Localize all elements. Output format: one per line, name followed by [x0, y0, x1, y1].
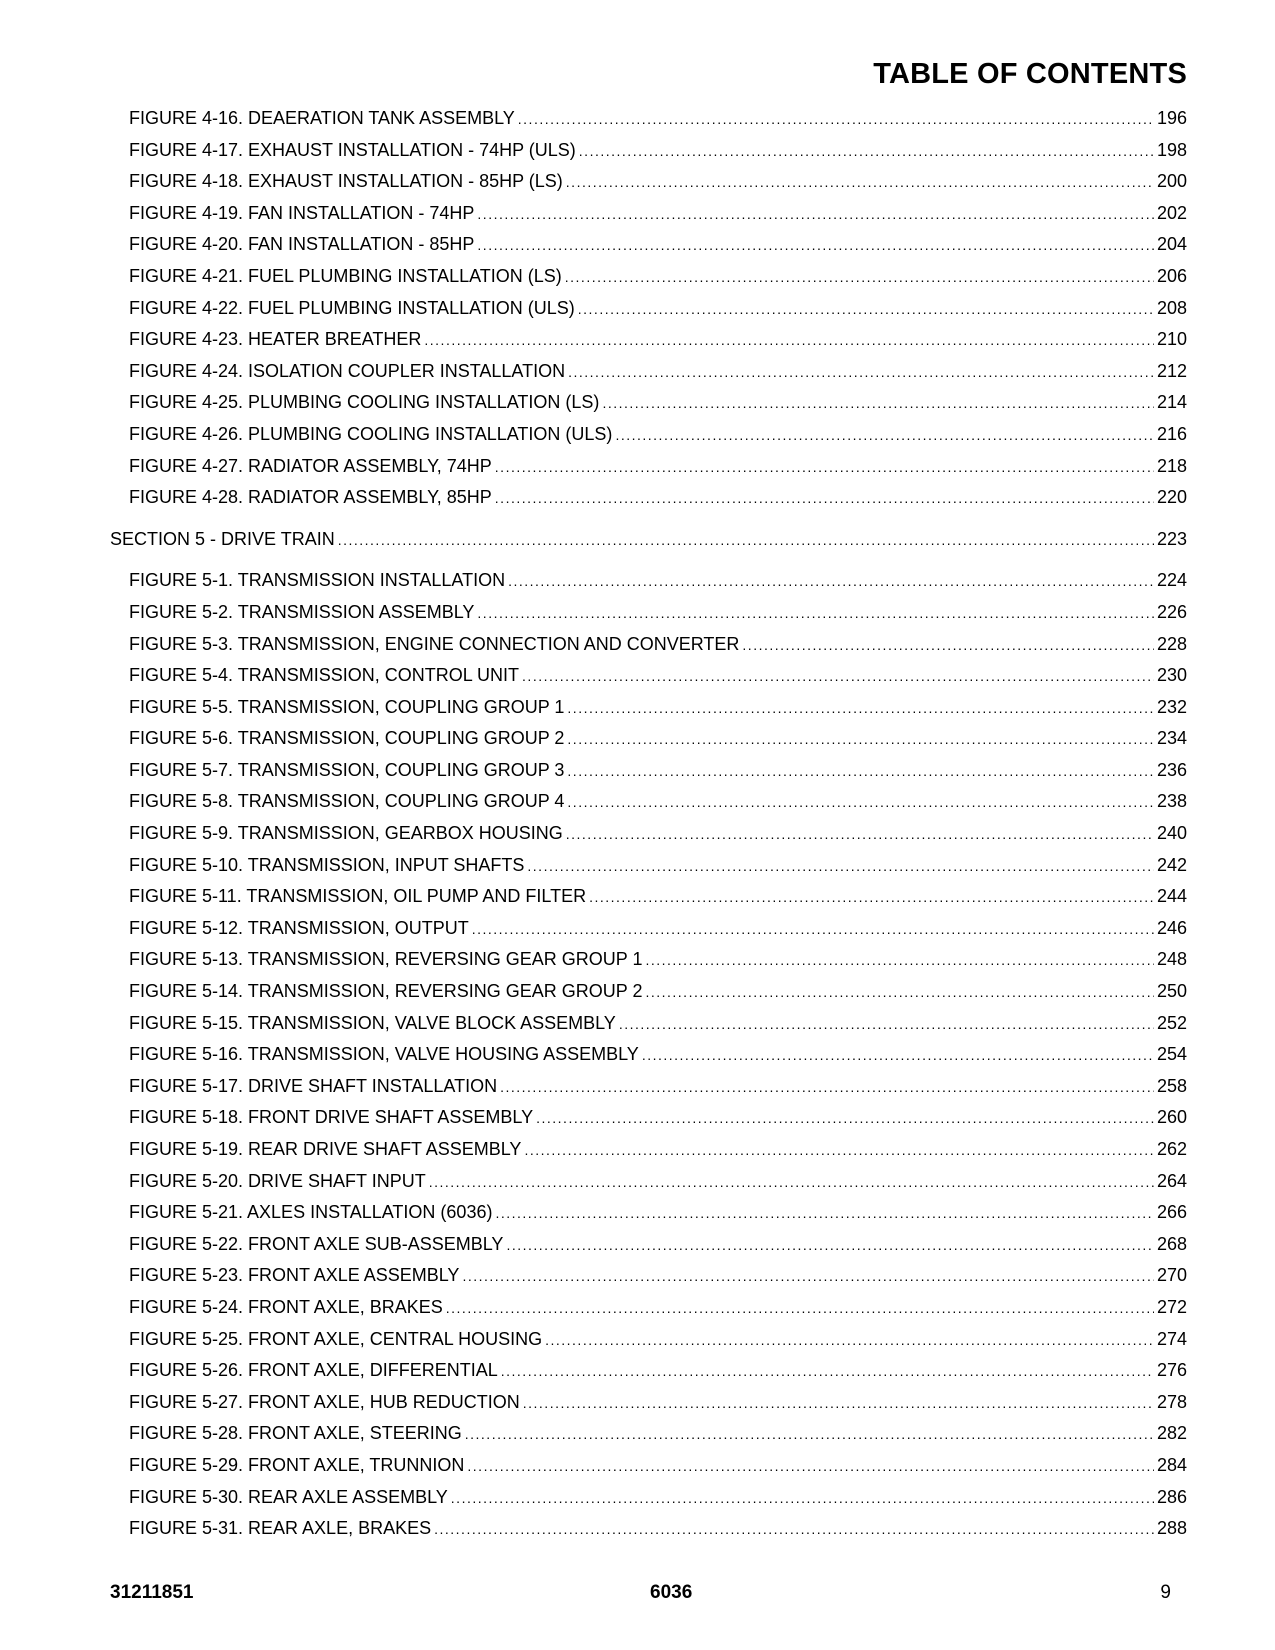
toc-entry-label: FIGURE 5-21. AXLES INSTALLATION (6036) [129, 1202, 493, 1223]
dot-leader [602, 395, 1154, 411]
toc-entry-label: FIGURE 5-8. TRANSMISSION, COUPLING GROUP 4 [129, 791, 565, 812]
toc-entry-page: 268 [1156, 1233, 1187, 1254]
dot-leader [462, 1268, 1154, 1284]
page-title: TABLE OF CONTENTS [873, 58, 1187, 90]
toc-entry-page: 218 [1156, 455, 1187, 476]
toc-figure-entry[interactable] [110, 570, 1187, 602]
dot-leader [524, 1142, 1154, 1158]
dot-leader [467, 1458, 1154, 1474]
toc-entry-page: 274 [1156, 1328, 1187, 1349]
toc-figure-entry[interactable] [110, 203, 1187, 235]
toc-entry-page: 238 [1156, 791, 1187, 812]
toc-entry-label: FIGURE 4-19. FAN INSTALLATION - 74HP [129, 202, 475, 223]
toc-figure-entry[interactable] [110, 108, 1187, 140]
toc-entry-page: 198 [1156, 139, 1187, 160]
toc-entry-label: FIGURE 4-16. DEAERATION TANK ASSEMBLY [129, 108, 515, 128]
toc-figure-entry[interactable] [110, 791, 1187, 823]
toc-entry-label: FIGURE 5-7. TRANSMISSION, COUPLING GROUP 3 [129, 759, 565, 780]
dot-leader [565, 269, 1154, 285]
dot-leader [642, 1047, 1154, 1063]
dot-leader [495, 490, 1154, 506]
toc-entry-page: 246 [1156, 917, 1187, 938]
dot-leader [477, 206, 1154, 222]
toc-entry-page: 260 [1156, 1107, 1187, 1128]
toc-entry-label: FIGURE 5-12. TRANSMISSION, OUTPUT [129, 917, 469, 938]
toc-section-entry[interactable] [110, 529, 1187, 561]
dot-leader [434, 1521, 1154, 1537]
toc-entry-page: 216 [1156, 423, 1187, 444]
toc-entry-label: FIGURE 5-11. TRANSMISSION, OIL PUMP AND FILTER [129, 886, 587, 907]
toc-figure-entry[interactable] [110, 1297, 1187, 1329]
toc-figure-entry[interactable] [110, 456, 1187, 488]
toc-entry-page: 240 [1156, 823, 1187, 844]
dot-leader [567, 763, 1154, 779]
toc-figure-entry[interactable] [110, 1487, 1187, 1519]
toc-figure-entry[interactable] [110, 1265, 1187, 1297]
toc-entry-page: 234 [1156, 728, 1187, 749]
toc-figure-entry[interactable] [110, 665, 1187, 697]
toc-entry-label: FIGURE 5-23. FRONT AXLE ASSEMBLY [129, 1265, 460, 1286]
toc-entry-label: FIGURE 5-24. FRONT AXLE, BRAKES [129, 1296, 443, 1317]
dot-leader [465, 1426, 1154, 1442]
toc-entry-page: 270 [1156, 1265, 1187, 1286]
toc-entry-label: FIGURE 5-5. TRANSMISSION, COUPLING GROUP 1 [129, 696, 565, 717]
toc-entry-label: FIGURE 4-24. ISOLATION COUPLER INSTALLATION [129, 360, 566, 381]
toc-entry-page: 200 [1156, 171, 1187, 192]
toc-entry-page: 282 [1156, 1423, 1187, 1444]
toc-figure-entry[interactable] [110, 1455, 1187, 1487]
toc-figure-entry[interactable] [110, 981, 1187, 1013]
dot-leader [566, 826, 1154, 842]
toc-figure-entry[interactable] [110, 424, 1187, 456]
toc-entry-page: 230 [1156, 665, 1187, 686]
toc-entry-page: 244 [1156, 886, 1187, 907]
toc-figure-entry[interactable] [110, 298, 1187, 330]
toc-entry-label: FIGURE 5-31. REAR AXLE, BRAKES [129, 1518, 432, 1539]
toc-entry-label: FIGURE 5-19. REAR DRIVE SHAFT ASSEMBLY [129, 1139, 522, 1159]
toc-figure-entry[interactable] [110, 602, 1187, 634]
dot-leader [477, 237, 1154, 253]
toc-entry-label: FIGURE 5-1. TRANSMISSION INSTALLATION [129, 570, 506, 591]
toc-figure-entry[interactable] [110, 1202, 1187, 1234]
toc-entry-label: FIGURE 5-29. FRONT AXLE, TRUNNION [129, 1454, 465, 1475]
toc-entry-page: 284 [1156, 1454, 1187, 1475]
toc-entry-page: 276 [1156, 1360, 1187, 1381]
toc-figure-entry[interactable] [110, 1076, 1187, 1108]
toc-figure-entry[interactable] [110, 886, 1187, 918]
dot-leader [338, 532, 1154, 548]
toc-figure-entry[interactable] [110, 1171, 1187, 1203]
dot-leader [568, 364, 1154, 380]
toc-entry-page: 272 [1156, 1296, 1187, 1317]
table-of-contents [110, 108, 1187, 1550]
toc-entry-page: 262 [1156, 1139, 1187, 1159]
toc-entry-label: FIGURE 4-23. HEATER BREATHER [129, 329, 422, 350]
dot-leader [589, 889, 1154, 905]
toc-figure-entry[interactable] [110, 1013, 1187, 1045]
dot-leader [506, 1237, 1154, 1253]
toc-entry-page: 202 [1156, 202, 1187, 223]
dot-leader [645, 952, 1154, 968]
model-number: 6036 [650, 1582, 693, 1603]
dot-leader [472, 921, 1154, 937]
toc-figure-entry[interactable] [110, 1392, 1187, 1424]
toc-figure-entry[interactable] [110, 266, 1187, 298]
toc-figure-entry[interactable] [110, 1518, 1187, 1550]
toc-entry-label: FIGURE 5-18. FRONT DRIVE SHAFT ASSEMBLY [129, 1107, 534, 1128]
toc-entry-label: FIGURE 5-4. TRANSMISSION, CONTROL UNIT [129, 665, 520, 686]
dot-leader [566, 174, 1154, 190]
toc-entry-page: 248 [1156, 949, 1187, 970]
dot-leader [500, 1079, 1154, 1095]
toc-figure-entry[interactable] [110, 329, 1187, 361]
toc-entry-label: FIGURE 4-27. RADIATOR ASSEMBLY, 74HP [129, 455, 492, 476]
toc-entry-label: FIGURE 5-6. TRANSMISSION, COUPLING GROUP 2 [129, 728, 565, 749]
toc-entry-page: 214 [1156, 392, 1187, 413]
toc-entry-page: 286 [1156, 1486, 1187, 1507]
dot-leader [495, 459, 1154, 475]
toc-entry-label: FIGURE 5-13. TRANSMISSION, REVERSING GEAR GROUP 1 [129, 949, 643, 970]
toc-entry-label: FIGURE 4-26. PLUMBING COOLING INSTALLATION (ULS) [129, 423, 613, 444]
toc-entry-page: 224 [1156, 570, 1187, 591]
toc-entry-label: FIGURE 5-14. TRANSMISSION, REVERSING GEAR GROUP 2 [129, 981, 643, 1002]
toc-entry-label: FIGURE 4-28. RADIATOR ASSEMBLY, 85HP [129, 487, 492, 508]
toc-entry-label: FIGURE 5-2. TRANSMISSION ASSEMBLY [129, 601, 475, 622]
dot-leader [619, 1016, 1154, 1032]
dot-leader [615, 427, 1154, 443]
toc-entry-label: FIGURE 4-21. FUEL PLUMBING INSTALLATION (LS) [129, 265, 562, 286]
toc-figure-entry[interactable] [110, 1139, 1187, 1171]
toc-entry-label: FIGURE 5-10. TRANSMISSION, INPUT SHAFTS [129, 854, 525, 875]
toc-figure-entry[interactable] [110, 823, 1187, 855]
dot-leader [501, 1363, 1154, 1379]
toc-figure-entry[interactable] [110, 1107, 1187, 1139]
dot-leader [527, 858, 1154, 874]
toc-figure-entry[interactable] [110, 634, 1187, 666]
toc-entry-label: FIGURE 4-17. EXHAUST INSTALLATION - 74HP (ULS) [129, 139, 576, 160]
toc-entry-page: 258 [1156, 1075, 1187, 1096]
toc-entry-label: FIGURE 5-17. DRIVE SHAFT INSTALLATION [129, 1075, 498, 1096]
dot-leader [567, 700, 1154, 716]
dot-leader [523, 1395, 1154, 1411]
dot-leader [645, 984, 1154, 1000]
toc-entry-label: FIGURE 5-9. TRANSMISSION, GEARBOX HOUSING [129, 823, 563, 844]
toc-entry-page: 204 [1156, 234, 1187, 255]
toc-entry-label: FIGURE 4-20. FAN INSTALLATION - 85HP [129, 234, 475, 255]
page-number: 9 [1160, 1582, 1171, 1603]
toc-entry-label: FIGURE 5-15. TRANSMISSION, VALVE BLOCK ASSEMBLY [129, 1012, 616, 1033]
toc-entry-label: FIGURE 5-16. TRANSMISSION, VALVE HOUSING ASSEMBLY [129, 1044, 639, 1065]
toc-figure-entry[interactable] [110, 1234, 1187, 1266]
toc-entry-page: 264 [1156, 1170, 1187, 1191]
toc-entry-page: 266 [1156, 1202, 1187, 1223]
toc-entry-page: 288 [1156, 1518, 1187, 1539]
toc-entry-label: FIGURE 5-3. TRANSMISSION, ENGINE CONNECTION AND CONVERTER [129, 633, 740, 654]
toc-figure-entry[interactable] [110, 697, 1187, 729]
toc-figure-entry[interactable] [110, 760, 1187, 792]
toc-entry-page: 206 [1156, 265, 1187, 286]
toc-figure-entry[interactable] [110, 855, 1187, 887]
toc-figure-entry[interactable] [110, 487, 1187, 519]
dot-leader [446, 1300, 1154, 1316]
toc-entry-label: SECTION 5 - DRIVE TRAIN [110, 528, 335, 549]
toc-entry-page: 226 [1156, 601, 1187, 622]
toc-entry-page: 236 [1156, 759, 1187, 780]
toc-entry-label: FIGURE 5-20. DRIVE SHAFT INPUT [129, 1170, 426, 1191]
toc-figure-entry[interactable] [110, 171, 1187, 203]
toc-figure-entry[interactable] [110, 728, 1187, 760]
toc-figure-entry[interactable] [110, 1044, 1187, 1076]
toc-figure-entry[interactable] [110, 234, 1187, 266]
toc-entry-label: FIGURE 5-30. REAR AXLE ASSEMBLY [129, 1486, 448, 1507]
toc-entry-label: FIGURE 5-28. FRONT AXLE, STEERING [129, 1423, 462, 1444]
toc-figure-entry[interactable] [110, 1360, 1187, 1392]
dot-leader [508, 573, 1154, 589]
toc-entry-page: 228 [1156, 633, 1187, 654]
toc-entry-page: 250 [1156, 981, 1187, 1002]
toc-entry-label: FIGURE 4-22. FUEL PLUMBING INSTALLATION (ULS) [129, 297, 575, 318]
toc-entry-page: 210 [1156, 329, 1187, 350]
toc-entry-label: FIGURE 4-18. EXHAUST INSTALLATION - 85HP (LS) [129, 171, 563, 192]
toc-entry-page: 208 [1156, 297, 1187, 318]
toc-figure-entry[interactable] [110, 392, 1187, 424]
toc-entry-label: FIGURE 5-26. FRONT AXLE, DIFFERENTIAL [129, 1360, 498, 1381]
dot-leader [424, 332, 1154, 348]
dot-leader [429, 1174, 1154, 1190]
dot-leader [477, 605, 1154, 621]
toc-entry-page: 220 [1156, 487, 1187, 508]
dot-leader [522, 668, 1154, 684]
toc-figure-entry[interactable] [110, 140, 1187, 172]
dot-leader [579, 143, 1154, 159]
dot-leader [518, 111, 1154, 127]
toc-entry-page: 278 [1156, 1391, 1187, 1412]
dot-leader [578, 301, 1154, 317]
toc-figure-entry[interactable] [110, 949, 1187, 981]
toc-entry-page: 254 [1156, 1044, 1187, 1065]
toc-figure-entry[interactable] [110, 1329, 1187, 1361]
toc-entry-label: FIGURE 5-25. FRONT AXLE, CENTRAL HOUSING [129, 1328, 543, 1349]
toc-entry-page: 232 [1156, 696, 1187, 717]
toc-entry-page: 196 [1156, 108, 1187, 128]
page-footer [110, 1582, 1187, 1606]
dot-leader [495, 1205, 1153, 1221]
toc-figure-entry[interactable] [110, 361, 1187, 393]
toc-figure-entry[interactable] [110, 1423, 1187, 1455]
toc-entry-label: FIGURE 5-22. FRONT AXLE SUB-ASSEMBLY [129, 1233, 504, 1254]
dot-leader [742, 637, 1154, 653]
toc-entry-page: 242 [1156, 854, 1187, 875]
toc-entry-label: FIGURE 4-25. PLUMBING COOLING INSTALLATION (LS) [129, 392, 600, 413]
dot-leader [536, 1110, 1154, 1126]
toc-entry-label: FIGURE 5-27. FRONT AXLE, HUB REDUCTION [129, 1391, 520, 1412]
toc-entry-page: 252 [1156, 1012, 1187, 1033]
toc-entry-page: 212 [1156, 360, 1187, 381]
document-number: 31211851 [110, 1582, 194, 1603]
dot-leader [451, 1490, 1154, 1506]
dot-leader [567, 731, 1154, 747]
toc-figure-entry[interactable] [110, 918, 1187, 950]
dot-leader [545, 1332, 1154, 1348]
toc-entry-page: 223 [1156, 528, 1187, 549]
dot-leader [567, 794, 1154, 810]
